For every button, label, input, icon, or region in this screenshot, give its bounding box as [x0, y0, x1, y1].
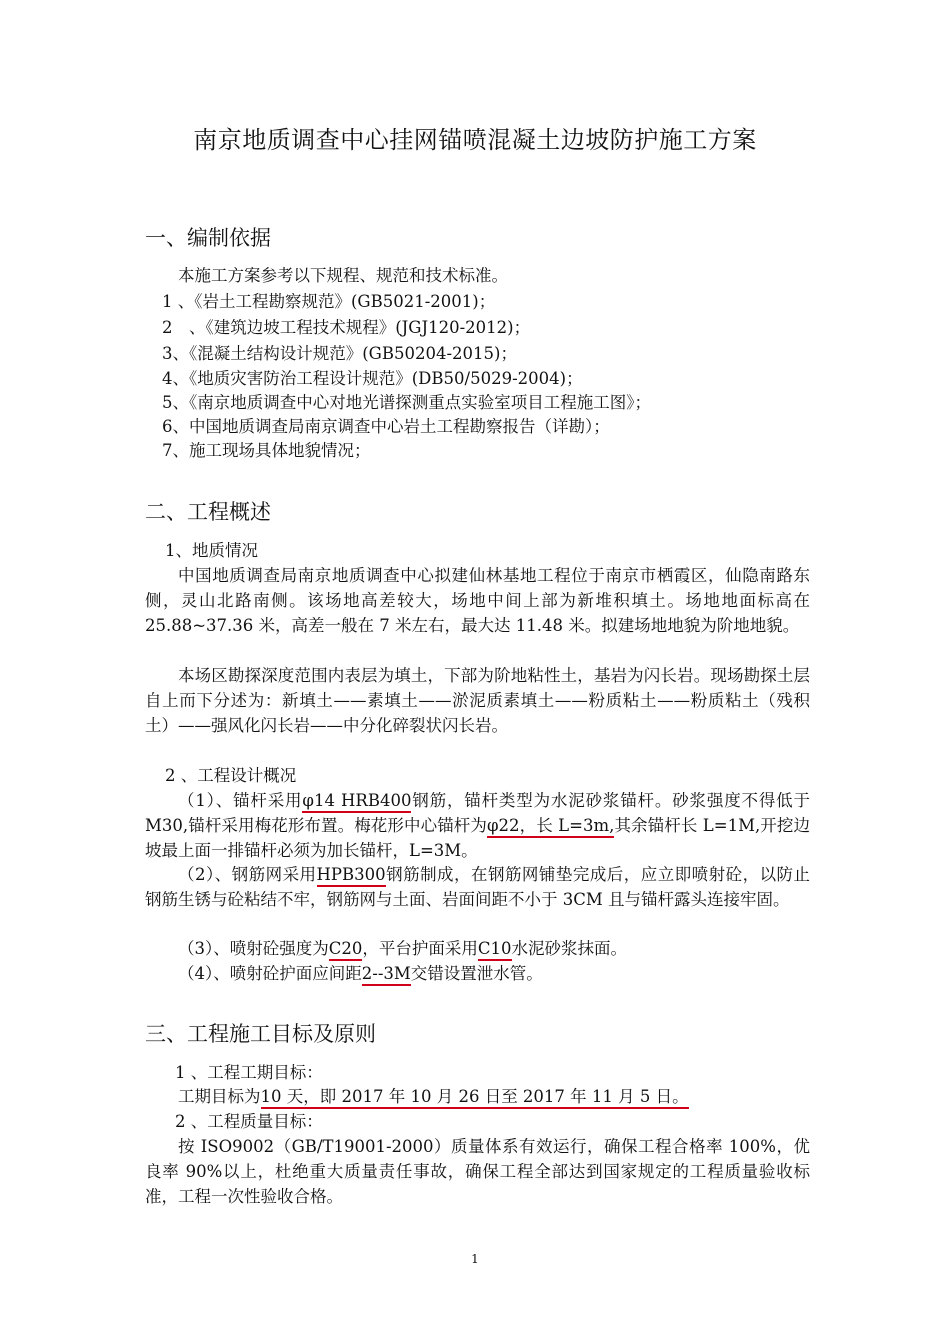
design-item-2: （2）、钢筋网采用HPB300钢筋制成，在钢筋网铺垫完成后，应立即喷射砼，以防止钢筋生锈与砼粘结不牢，钢筋网与土面、岩面间距不小于 3CM 且与锚杆露头连接牢固。 [145, 865, 811, 909]
geology-paragraph-1: 中国地质调查局南京地质调查中心拟建仙林基地工程位于南京市栖霞区，仙隐南路东侧，灵山北路南侧。该场地高差较大，场地中间上部为新堆积填土。场地地面标高在 25.88~37.36 米，高差一般在 7 米左右，最大达 11.48 米。拟建场地地貌为阶地地貌。 [145, 566, 810, 635]
annotation-underline: φ14 HRB400 [302, 791, 411, 813]
reference-item: 5、《南京地质调查中心对地光谱探测重点实验室项目工程施工图》； [162, 393, 651, 412]
reference-item: 4、《地质灾害防治工程设计规范》(DB50/5029-2004)； [162, 369, 583, 388]
design-item-4: （4）、喷射砼护面应间距2--3M交错设置泄水管。 [145, 961, 810, 986]
quality-paragraph: 按 ISO9002（GB/T19001-2000）质量体系有效运行，确保工程合格率 100%，优良率 90%以上，杜绝重大质量责任事故，确保工程全部达到国家规定的工程质量验收标准，工程一次性验收合格。 [145, 1137, 810, 1206]
geology-paragraph-2: 本场区勘探深度范围内表层为填土，下部为阶地粘性土，基岩为闪长岩。现场勘探土层自上而下分述为：新填土——素填土——淤泥质素填土——粉质粘土——粉质粘土（残积土）——强风化闪长岩——中分化碎裂状闪长岩。 [145, 666, 810, 735]
reference-item: 3、《混凝土结构设计规范》(GB50204-2015)； [162, 344, 517, 363]
subsection-design: 2 、工程设计概况 [165, 766, 297, 785]
section-1-intro: 本施工方案参考以下规程、规范和技术标准。 [178, 266, 508, 285]
annotation-underline: C10 [478, 939, 512, 961]
annotation-underline: 10 天，即 2017 年 10 月 26 日至 2017 年 11 月 5 日。 [261, 1087, 689, 1109]
reference-item: 2 、《建筑边坡工程技术规程》(JGJ120-2012)； [162, 318, 531, 337]
subsection-geology: 1、地质情况 [165, 541, 258, 560]
reference-item: 6、中国地质调查局南京调查中心岩土工程勘察报告（详勘）； [162, 417, 610, 436]
schedule-goal: 工期目标为10 天，即 2017 年 10 月 26 日至 2017 年 11 月 5 日。 [145, 1085, 810, 1109]
reference-item: 7、施工现场具体地貌情况； [162, 441, 371, 460]
design-item-3: （3）、喷射砼强度为C20，平台护面采用C10水泥砂浆抹面。 [145, 936, 810, 961]
subsection-quality: 2 、工程质量目标： [175, 1112, 323, 1131]
subsection-schedule: 1 、工程工期目标： [175, 1063, 323, 1082]
design-item-1: （1）、锚杆采用φ14 HRB400钢筋，锚杆类型为水泥砂浆锚杆。砂浆强度不得低于 M30,锚杆采用梅花形布置。梅花形中心锚杆为φ22，长 L=3m,其余锚杆长 L=1M,开挖边坡最上面一排锚杆必须为加长锚杆，L=3M。 [145, 791, 811, 860]
section-2-heading: 二、工程概述 [145, 500, 271, 524]
annotation-underline: HPB300 [317, 865, 386, 887]
annotation-underline: 2--3M [362, 964, 411, 986]
annotation-underline: C20 [329, 939, 363, 961]
reference-item: 1 、《岩土工程勘察规范》(GB5021-2001)； [162, 292, 496, 311]
section-3-heading: 三、工程施工目标及原则 [145, 1022, 376, 1046]
page-number: 1 [471, 1252, 479, 1266]
document-title: 南京地质调查中心挂网锚喷混凝土边坡防护施工方案 [193, 126, 757, 154]
section-1-heading: 一、编制依据 [145, 226, 271, 250]
annotation-underline: φ22，长 L=3m, [487, 816, 614, 838]
